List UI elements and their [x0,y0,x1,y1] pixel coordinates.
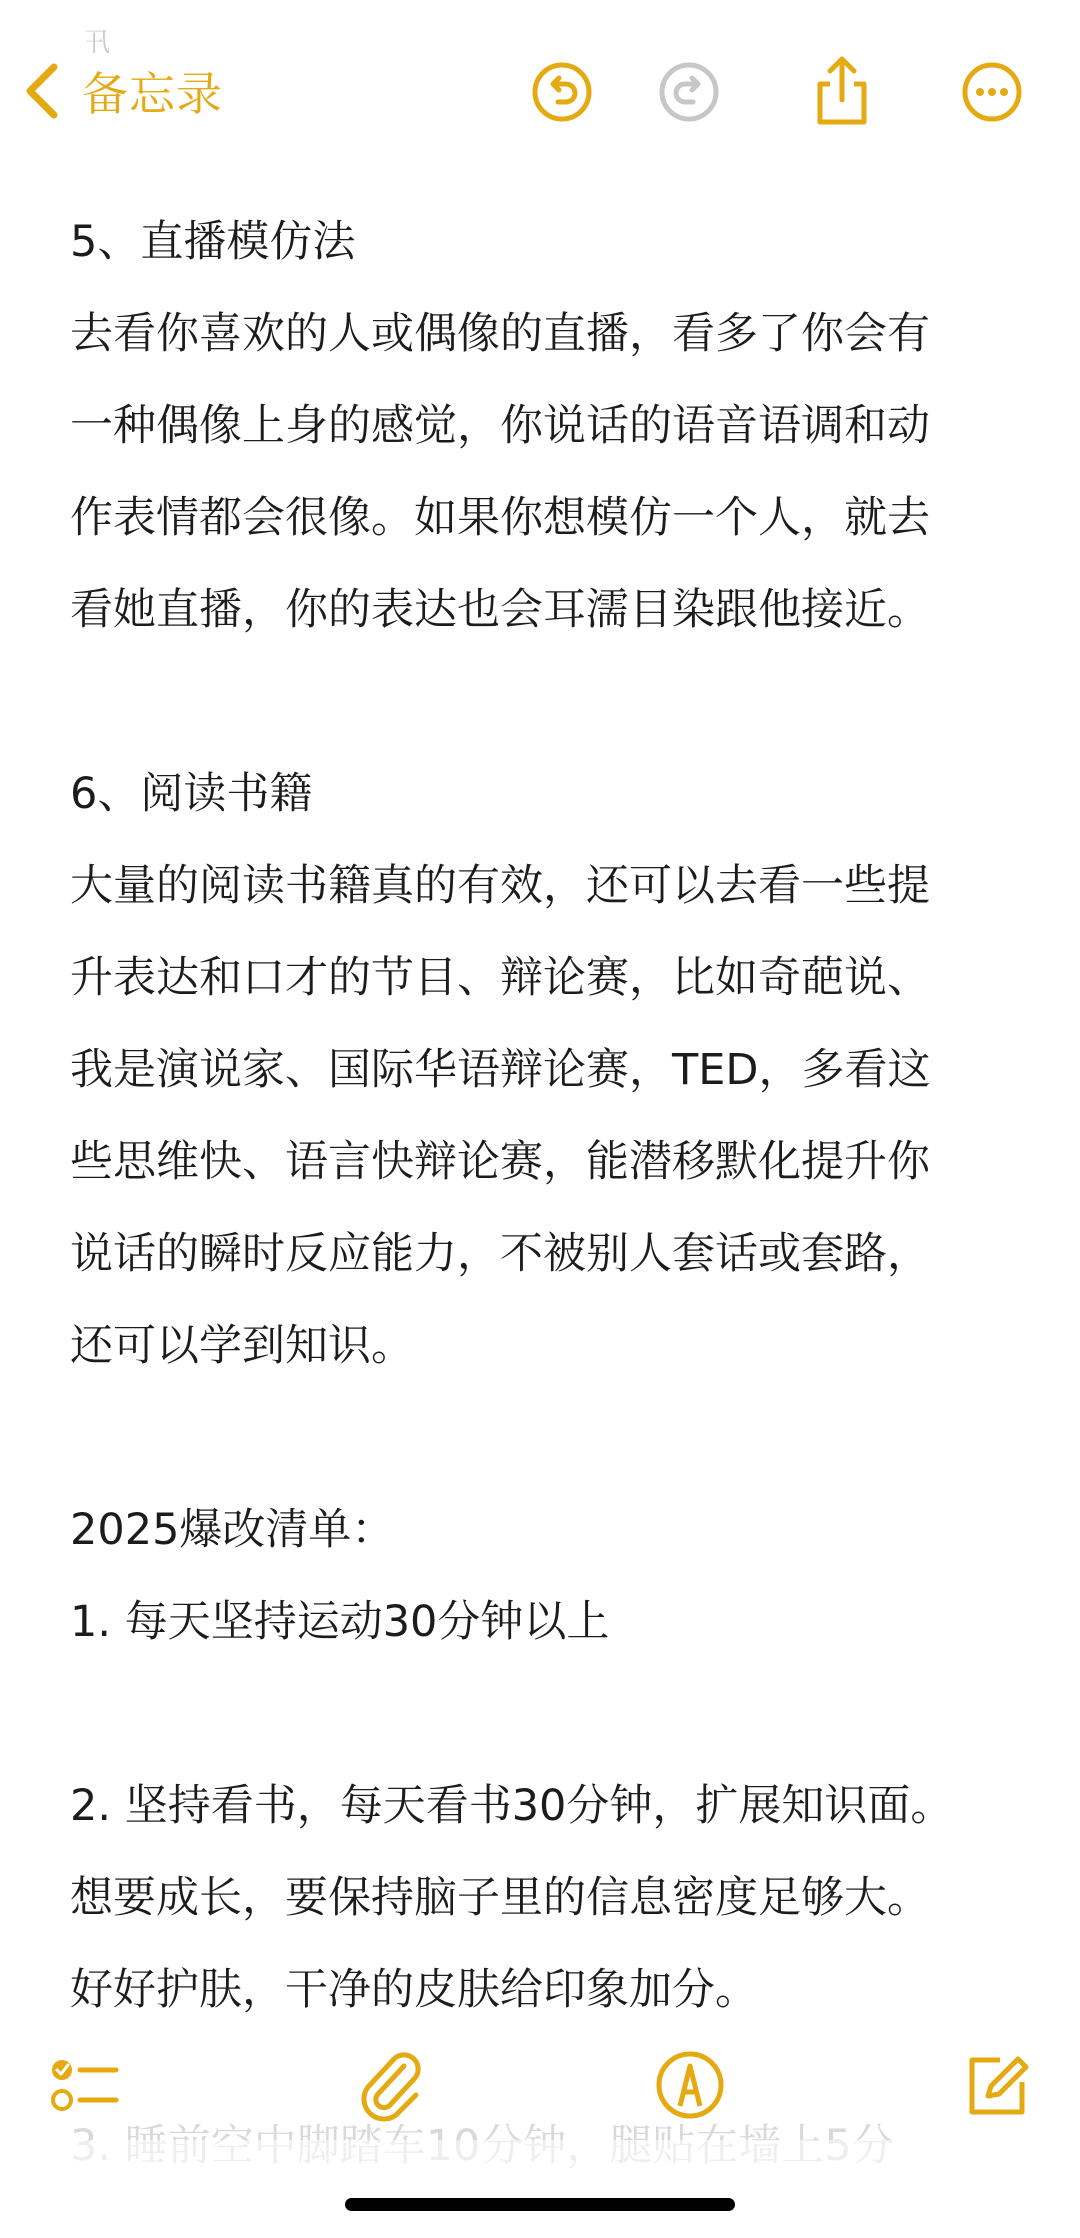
back-label: 备忘录 [82,67,223,121]
paperclip-icon [354,2048,428,2122]
blank-line [70,1668,1020,1760]
section-paragraph [70,288,1020,656]
markup-button[interactable] [653,2048,727,2122]
share-button[interactable] [810,54,874,128]
section-heading: 6、阅读书籍 [70,769,313,819]
text-line: 好好护肤，干净的皮肤给印象加分。 [70,1965,758,2015]
undo-button[interactable] [530,60,594,124]
bottom-toolbar [0,2030,1080,2140]
markup-pen-icon [653,2048,727,2122]
text-line: 想要成长，要保持脑子里的信息密度足够大。 [70,1873,930,1923]
navigation-bar [0,0,1080,190]
note-body[interactable] [70,196,1020,2036]
checklist-icon [48,2048,122,2122]
blank-line [70,1392,1020,1484]
section-heading: 5、直播模仿法 [70,217,356,267]
section-paragraph [70,840,1020,1392]
text-line: 升表达和口才的节目、辩论赛，比如奇葩说、 [70,953,930,1003]
back-button[interactable] [22,56,223,126]
blank-line [70,656,1020,748]
redo-icon [657,60,721,124]
text-line: 作表情都会很像。如果你想模仿一个人，就去 [70,493,930,543]
text-line: 大量的阅读书籍真的有效，还可以去看一些提 [70,861,930,911]
share-icon [810,54,874,128]
text-line: 2. 坚持看书，每天看书30分钟，扩展知识面。 [70,1781,954,1831]
list-item [70,1760,1020,2036]
undo-icon [530,60,594,124]
attachment-button[interactable] [354,2048,428,2122]
text-line: 一种偶像上身的感觉，你说话的语音语调和动 [70,401,930,451]
more-button[interactable] [960,60,1024,124]
chevron-left-icon [22,59,62,123]
text-line: 我是演说家、国际华语辩论赛，TED，多看这 [70,1045,931,1095]
more-icon [960,60,1024,124]
home-indicator[interactable] [345,2198,735,2211]
redo-button[interactable] [657,60,721,124]
text-line: 去看你喜欢的人或偶像的直播，看多了你会有 [70,309,930,359]
text-line: 说话的瞬时反应能力，不被别人套话或套路， [70,1229,930,1279]
list-heading: 2025爆改清单： [70,1505,395,1555]
status-fragment: 卂 [84,28,111,58]
compose-button[interactable] [960,2048,1034,2122]
text-line: 看她直播，你的表达也会耳濡目染跟他接近。 [70,585,930,635]
bottom-fade-overlay [0,2140,1080,2238]
compose-icon [960,2048,1034,2122]
checklist-button[interactable] [48,2048,122,2122]
list-item: 1. 每天坚持运动30分钟以上 [70,1597,610,1647]
text-line: 还可以学到知识。 [70,1321,414,1371]
text-line: 些思维快、语言快辩论赛，能潜移默化提升你 [70,1137,930,1187]
